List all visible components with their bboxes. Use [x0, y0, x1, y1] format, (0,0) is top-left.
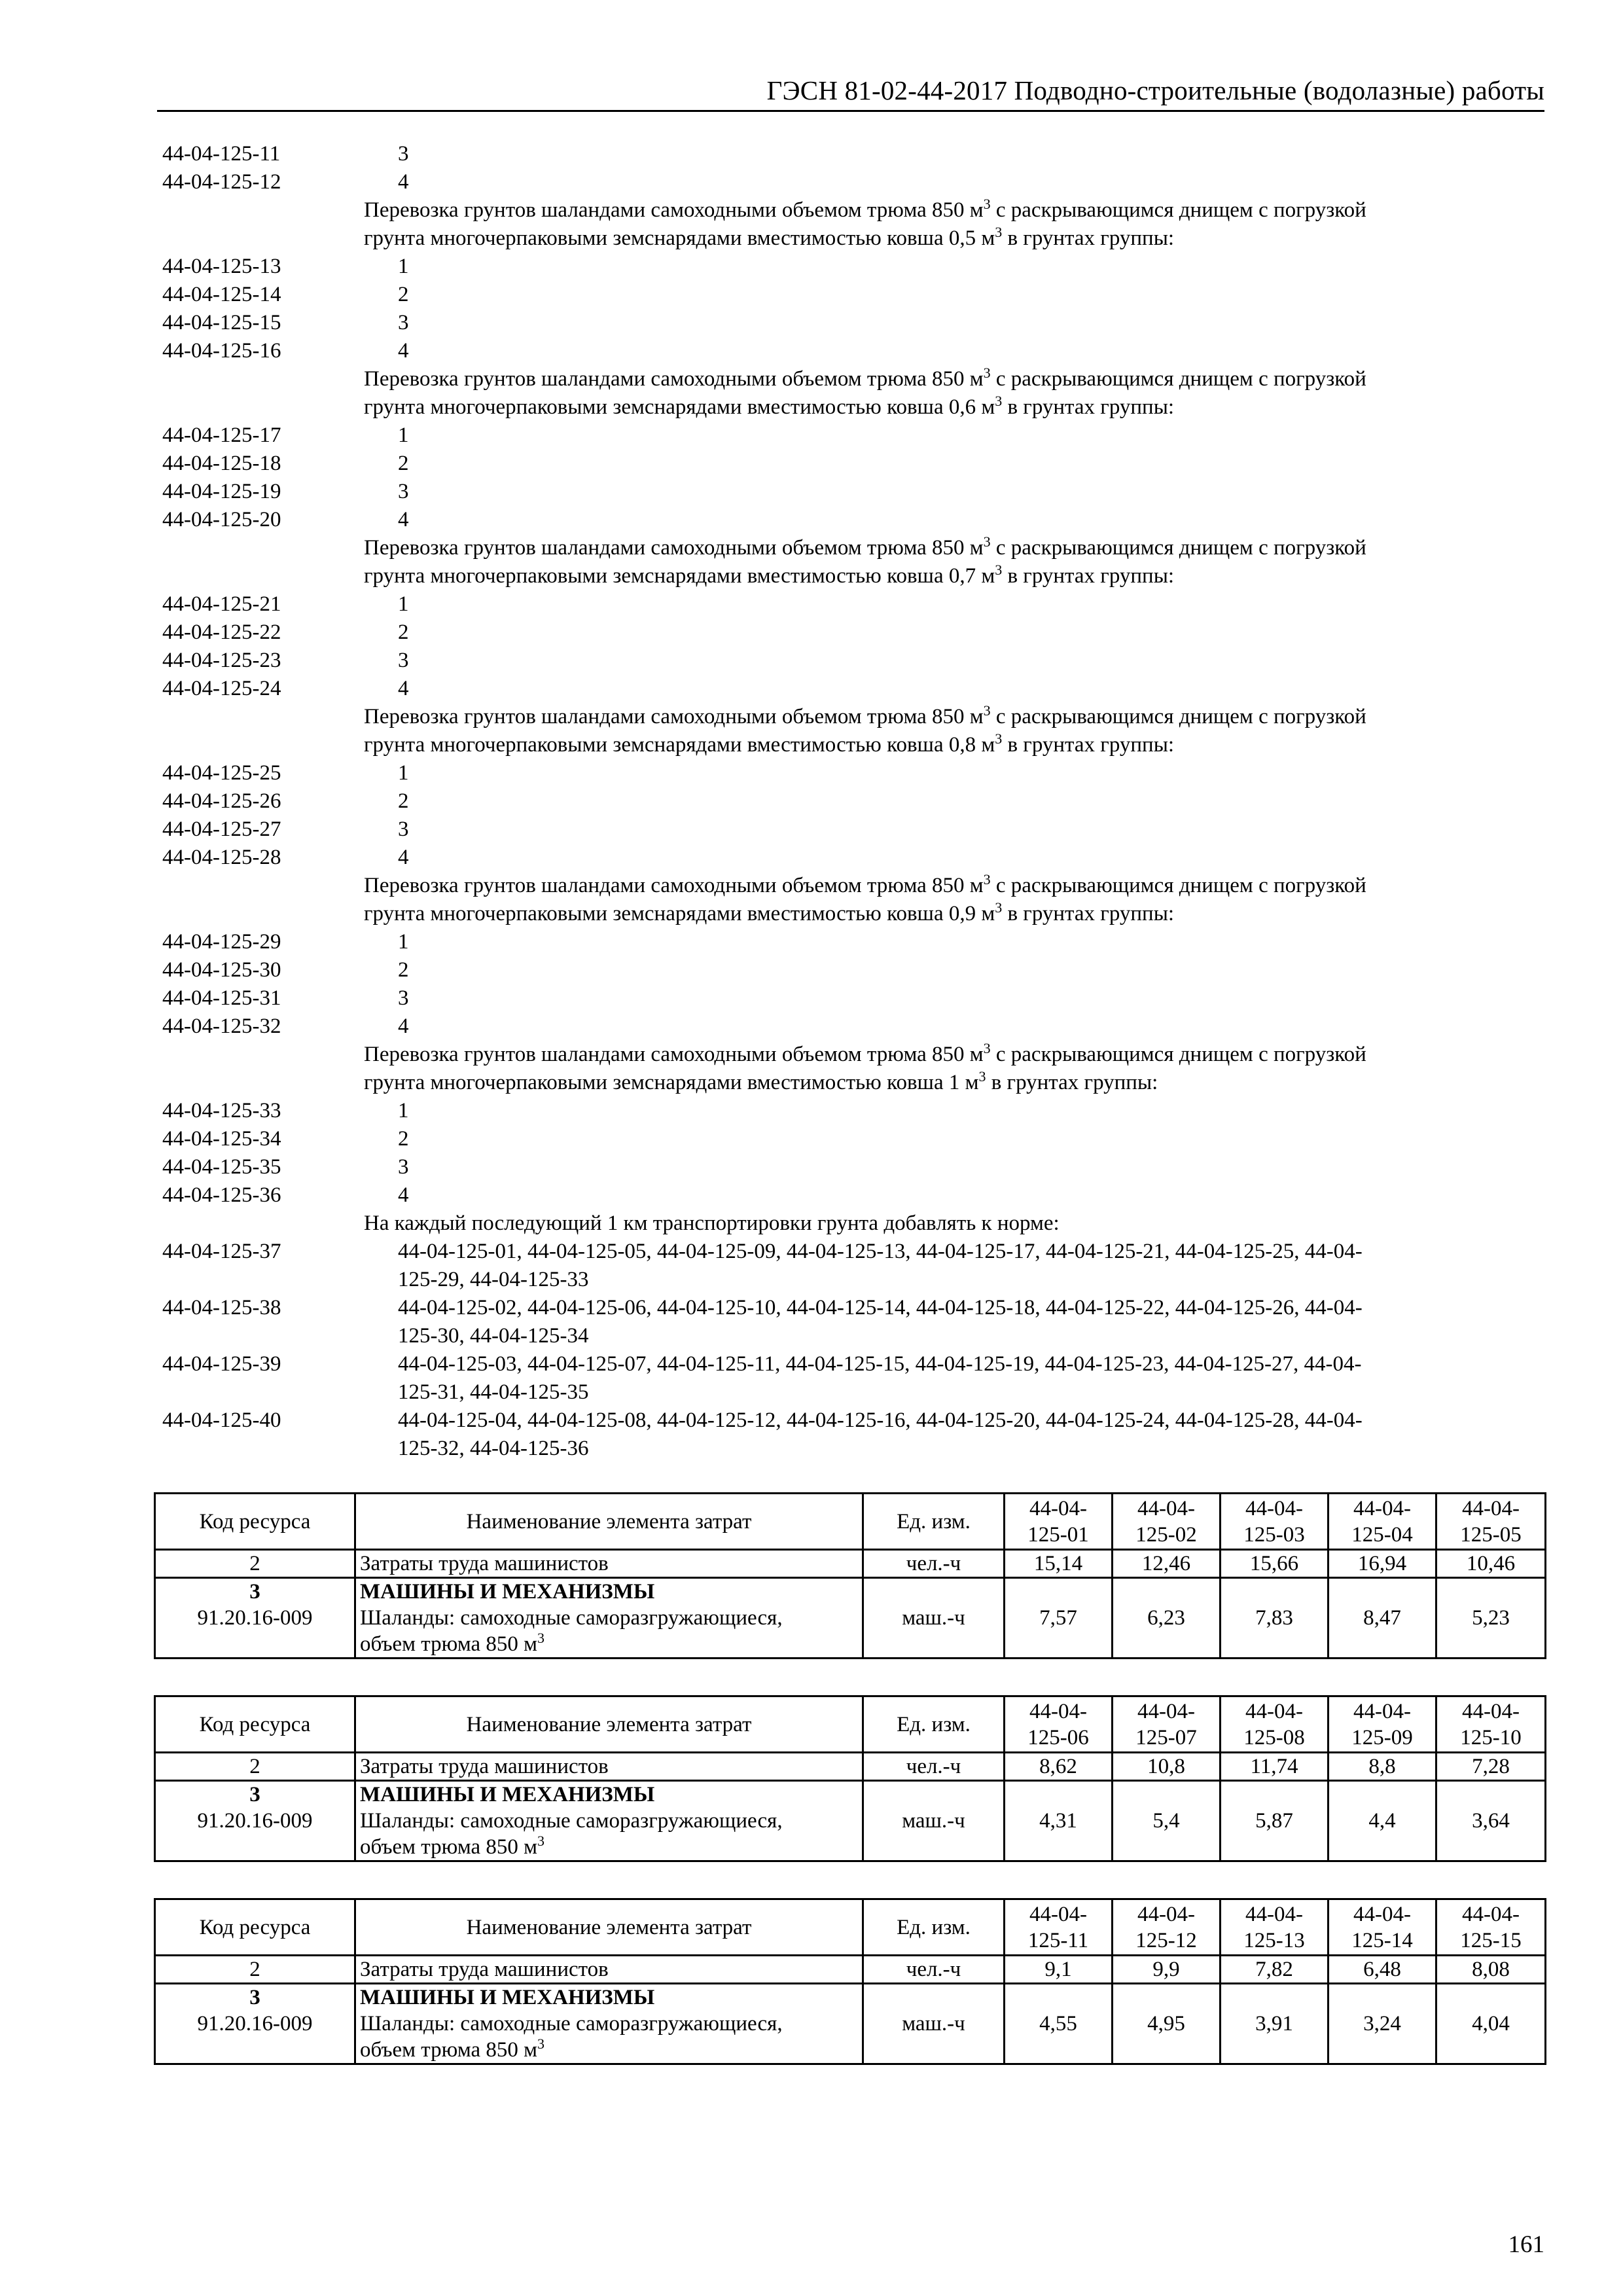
norm-code: 44-04-125-14: [162, 283, 281, 306]
table-header-row: [155, 1494, 1546, 1550]
norm-code: 44-04-125-11: [162, 142, 281, 166]
col-unit: Ед. изм.: [863, 1899, 1005, 1956]
group-description-cont: грунта многочерпаковыми земснарядами вместимостью ковша 0,5 $м^3$ в грунтах группы:: [364, 224, 1175, 250]
soil-group: 3: [398, 480, 409, 503]
labor-value: 8,08: [1436, 1956, 1546, 1984]
soil-group: 1: [398, 761, 409, 785]
list-item: [162, 928, 1550, 956]
norm-column-header: 44-04- 125-03: [1221, 1494, 1329, 1550]
list-item: [162, 1013, 1550, 1041]
labor-value: 9,9: [1113, 1956, 1221, 1984]
machine-value: 4,95: [1113, 1984, 1221, 2064]
list-item: [162, 506, 1550, 534]
norm-column-header: 44-04- 125-13: [1221, 1899, 1329, 1956]
list-item: [162, 1294, 1550, 1350]
list-item: [162, 168, 1550, 196]
group-description: Перевозка грунтов шаландами самоходными объемом трюма 850 $м^3$ с раскрывающимся днищем с погрузкой: [364, 533, 1366, 560]
resource-table: [154, 1695, 1546, 1862]
group-description: Перевозка грунтов шаландами самоходными объемом трюма 850 $м^3$ с раскрывающимся днищем с погрузкой: [364, 702, 1366, 728]
list-item: [162, 1238, 1550, 1294]
machine-value: 3,91: [1221, 1984, 1329, 2064]
norm-code: 44-04-125-36: [162, 1183, 281, 1207]
norm-column-header: 44-04- 125-07: [1113, 1696, 1221, 1753]
group-description-cont: грунта многочерпаковыми земснарядами вместимостью ковша 0,8 $м^3$ в грунтах группы:: [364, 730, 1175, 757]
soil-group: 4: [398, 1014, 409, 1038]
list-item: [162, 1125, 1550, 1153]
norm-code: 44-04-125-40: [162, 1408, 281, 1432]
table-header-row: [155, 1899, 1546, 1956]
norm-code: 44-04-125-24: [162, 677, 281, 700]
labor-value: 10,46: [1436, 1550, 1546, 1578]
list-item: [162, 1153, 1550, 1181]
machine-value: 4,4: [1329, 1781, 1436, 1861]
norm-code: 44-04-125-28: [162, 846, 281, 869]
machine-value: 5,87: [1221, 1781, 1329, 1861]
document-title: ГЭСН 81-02-44-2017 Подводно-строительные (водолазные) работы: [766, 75, 1544, 105]
norm-column-header: 44-04- 125-15: [1436, 1899, 1546, 1956]
list-item: [162, 1097, 1550, 1125]
soil-group: 1: [398, 930, 409, 954]
norm-code: 44-04-125-27: [162, 817, 281, 841]
group-description-cont: грунта многочерпаковыми земснарядами вместимостью ковша 1 $м^3$ в грунтах группы:: [364, 1068, 1158, 1094]
soil-group: 3: [398, 1155, 409, 1179]
soil-group: 3: [398, 311, 409, 334]
list-item: [162, 140, 1550, 168]
norm-code: 44-04-125-25: [162, 761, 281, 785]
machines-row: 3 91.20.16-009 МАШИНЫ И МЕХАНИЗМЫ Шаланды: самоходные саморазгружающиеся, объем трюма 850 $м^3$ маш.-ч 4,55 4,95 3,91 3,24 4,04: [155, 1984, 1546, 2064]
group-description: Перевозка грунтов шаландами самоходными объемом трюма 850 $м^3$ с раскрывающимся днищем с погрузкой: [364, 871, 1366, 897]
list-item: [162, 337, 1550, 365]
labor-value: 8,8: [1329, 1753, 1436, 1781]
labor-value: 6,48: [1329, 1956, 1436, 1984]
soil-group: 3: [398, 142, 409, 166]
machine-value: 5,23: [1436, 1578, 1546, 1659]
soil-group: 2: [398, 1127, 409, 1151]
group-description: Перевозка грунтов шаландами самоходными объемом трюма 850 $м^3$ с раскрывающимся днищем с погрузкой: [364, 196, 1366, 222]
list-item: [162, 787, 1550, 816]
resource-table: [154, 1492, 1546, 1659]
table-header-row: [155, 1696, 1546, 1753]
list-item: [162, 759, 1550, 787]
norm-code: 44-04-125-35: [162, 1155, 281, 1179]
group-description: Перевозка грунтов шаландами самоходными объемом трюма 850 $м^3$ с раскрывающимся днищем с погрузкой: [364, 1040, 1366, 1066]
list-item: [162, 422, 1550, 450]
list-item: [162, 478, 1550, 506]
norm-code: 44-04-125-16: [162, 339, 281, 363]
labor-value: 12,46: [1113, 1550, 1221, 1578]
machine-value: 6,23: [1113, 1578, 1221, 1659]
soil-group: 1: [398, 592, 409, 616]
machine-value: 7,83: [1221, 1578, 1329, 1659]
col-cost-element: Наименование элемента затрат: [355, 1696, 863, 1753]
norm-references: 44-04-125-03, 44-04-125-07, 44-04-125-11, 44-04-125-15, 44-04-125-19, 44-04-125-23, 44-04-125-27, 44-04- 125-31, 44-04-125-35: [398, 1352, 1362, 1404]
list-item: [162, 450, 1550, 478]
col-cost-element: Наименование элемента затрат: [355, 1899, 863, 1956]
soil-group: 4: [398, 677, 409, 700]
soil-group: 2: [398, 789, 409, 813]
norm-code: 44-04-125-26: [162, 789, 281, 813]
col-cost-element: Наименование элемента затрат: [355, 1494, 863, 1550]
list-item: [162, 844, 1550, 872]
soil-group: 3: [398, 649, 409, 672]
col-unit: Ед. изм.: [863, 1696, 1005, 1753]
norm-column-header: 44-04- 125-11: [1005, 1899, 1113, 1956]
norm-code: 44-04-125-30: [162, 958, 281, 982]
soil-group: 1: [398, 1099, 409, 1122]
labor-value: 15,14: [1005, 1550, 1113, 1578]
list-item: [162, 816, 1550, 844]
norm-code: 44-04-125-23: [162, 649, 281, 672]
machine-value: 5,4: [1113, 1781, 1221, 1861]
soil-group: 4: [398, 1183, 409, 1207]
list-item: [162, 984, 1550, 1013]
page-number: 161: [1508, 2231, 1544, 2258]
col-resource-code: Код ресурса: [155, 1696, 355, 1753]
norm-column-header: 44-04- 125-09: [1329, 1696, 1436, 1753]
labor-value: 16,94: [1329, 1550, 1436, 1578]
labor-row: 2 Затраты труда машинистов чел.-ч 15,14 12,46 15,66 16,94 10,46: [155, 1550, 1546, 1578]
list-item: [162, 1350, 1550, 1407]
norm-code: 44-04-125-29: [162, 930, 281, 954]
norm-column-header: 44-04- 125-12: [1113, 1899, 1221, 1956]
machines-row: 3 91.20.16-009 МАШИНЫ И МЕХАНИЗМЫ Шаланды: самоходные саморазгружающиеся, объем трюма 850 $м^3$ маш.-ч 7,57 6,23 7,83 8,47 5,23: [155, 1578, 1546, 1659]
labor-value: 8,62: [1005, 1753, 1113, 1781]
norm-code: 44-04-125-22: [162, 620, 281, 644]
group-description: Перевозка грунтов шаландами самоходными объемом трюма 850 $м^3$ с раскрывающимся днищем с погрузкой: [364, 365, 1366, 391]
norm-references: 44-04-125-04, 44-04-125-08, 44-04-125-12, 44-04-125-16, 44-04-125-20, 44-04-125-24, 44-04-125-28, 44-04- 125-32, 44-04-125-36: [398, 1408, 1363, 1460]
soil-group: 4: [398, 508, 409, 531]
norm-column-header: 44-04- 125-05: [1436, 1494, 1546, 1550]
labor-value: 7,28: [1436, 1753, 1546, 1781]
norm-references: 44-04-125-02, 44-04-125-06, 44-04-125-10, 44-04-125-14, 44-04-125-18, 44-04-125-22, 44-04-125-26, 44-04- 125-30, 44-04-125-34: [398, 1296, 1363, 1348]
soil-group: 3: [398, 986, 409, 1010]
norm-code: 44-04-125-13: [162, 255, 281, 278]
list-item: [162, 675, 1550, 703]
labor-value: 7,82: [1221, 1956, 1329, 1984]
norm-code: 44-04-125-31: [162, 986, 281, 1010]
labor-row: 2 Затраты труда машинистов чел.-ч 8,62 10,8 11,74 8,8 7,28: [155, 1753, 1546, 1781]
norm-column-header: 44-04- 125-01: [1005, 1494, 1113, 1550]
group-description-cont: грунта многочерпаковыми земснарядами вместимостью ковша 0,7 $м^3$ в грунтах группы:: [364, 562, 1175, 588]
soil-group: 4: [398, 846, 409, 869]
labor-value: 15,66: [1221, 1550, 1329, 1578]
labor-value: 9,1: [1005, 1956, 1113, 1984]
machine-value: 4,04: [1436, 1984, 1546, 2064]
page-header: [157, 77, 1544, 112]
norm-code: 44-04-125-38: [162, 1296, 281, 1319]
norm-code: 44-04-125-34: [162, 1127, 281, 1151]
norm-code: 44-04-125-12: [162, 170, 281, 194]
list-item: [162, 281, 1550, 309]
soil-group: 3: [398, 817, 409, 841]
soil-group: 1: [398, 423, 409, 447]
norm-code: 44-04-125-37: [162, 1240, 281, 1263]
soil-group: 1: [398, 255, 409, 278]
group-description-cont: грунта многочерпаковыми земснарядами вместимостью ковша 0,6 $м^3$ в грунтах группы:: [364, 393, 1175, 419]
soil-group: 2: [398, 452, 409, 475]
resource-table: [154, 1898, 1546, 2065]
soil-group: 4: [398, 170, 409, 194]
norm-code: 44-04-125-39: [162, 1352, 281, 1376]
norm-column-header: 44-04- 125-08: [1221, 1696, 1329, 1753]
norm-column-header: 44-04- 125-04: [1329, 1494, 1436, 1550]
list-item: [162, 253, 1550, 281]
soil-group: 2: [398, 958, 409, 982]
norm-column-header: 44-04- 125-06: [1005, 1696, 1113, 1753]
machine-value: 8,47: [1329, 1578, 1436, 1659]
norm-code: 44-04-125-18: [162, 452, 281, 475]
labor-value: 10,8: [1113, 1753, 1221, 1781]
machine-value: 4,55: [1005, 1984, 1113, 2064]
col-resource-code: Код ресурса: [155, 1494, 355, 1550]
norm-column-header: 44-04- 125-10: [1436, 1696, 1546, 1753]
norm-code-list: [162, 140, 1550, 1463]
list-item: [162, 956, 1550, 984]
norm-code: 44-04-125-21: [162, 592, 281, 616]
norm-references: 44-04-125-01, 44-04-125-05, 44-04-125-09, 44-04-125-13, 44-04-125-17, 44-04-125-21, 44-04-125-25, 44-04- 125-29, 44-04-125-33: [398, 1240, 1363, 1291]
note-row: На каждый последующий 1 км транспортировки грунта добавлять к норме:: [364, 1211, 1060, 1235]
soil-group: 2: [398, 283, 409, 306]
soil-group: 2: [398, 620, 409, 644]
norm-code: 44-04-125-20: [162, 508, 281, 531]
col-resource-code: Код ресурса: [155, 1899, 355, 1956]
list-item: [162, 309, 1550, 337]
machines-row: 3 91.20.16-009 МАШИНЫ И МЕХАНИЗМЫ Шаланды: самоходные саморазгружающиеся, объем трюма 850 $м^3$ маш.-ч 4,31 5,4 5,87 4,4 3,64: [155, 1781, 1546, 1861]
list-item: [162, 1181, 1550, 1210]
group-description-cont: грунта многочерпаковыми земснарядами вместимостью ковша 0,9 $м^3$ в грунтах группы:: [364, 899, 1175, 925]
soil-group: 4: [398, 339, 409, 363]
norm-column-header: 44-04- 125-14: [1329, 1899, 1436, 1956]
norm-code: 44-04-125-15: [162, 311, 281, 334]
labor-row: 2 Затраты труда машинистов чел.-ч 9,1 9,9 7,82 6,48 8,08: [155, 1956, 1546, 1984]
machine-value: 7,57: [1005, 1578, 1113, 1659]
norm-code: 44-04-125-33: [162, 1099, 281, 1122]
list-item: [162, 590, 1550, 619]
machine-value: 3,24: [1329, 1984, 1436, 2064]
labor-value: 11,74: [1221, 1753, 1329, 1781]
machine-value: 3,64: [1436, 1781, 1546, 1861]
norm-code: 44-04-125-17: [162, 423, 281, 447]
machine-value: 4,31: [1005, 1781, 1113, 1861]
norm-code: 44-04-125-19: [162, 480, 281, 503]
norm-code: 44-04-125-32: [162, 1014, 281, 1038]
list-item: [162, 1407, 1550, 1463]
list-item: [162, 647, 1550, 675]
norm-column-header: 44-04- 125-02: [1113, 1494, 1221, 1550]
col-unit: Ед. изм.: [863, 1494, 1005, 1550]
list-item: [162, 619, 1550, 647]
